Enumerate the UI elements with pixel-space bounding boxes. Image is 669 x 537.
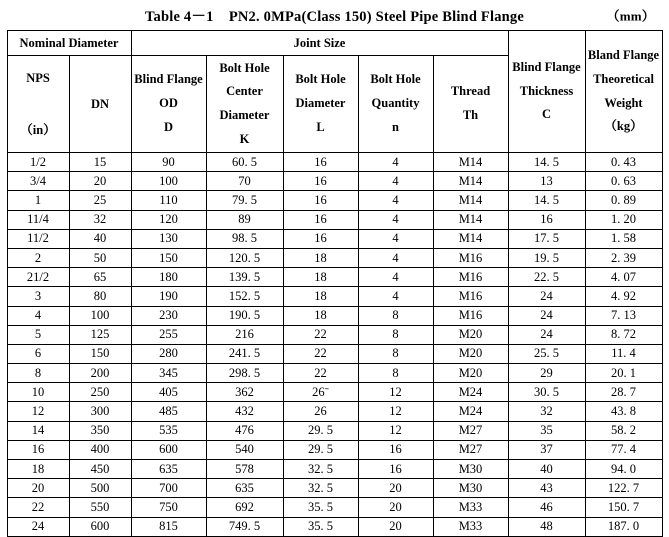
cell-dn: 50 bbox=[69, 248, 131, 267]
cell-blind-flange-od: 345 bbox=[131, 364, 206, 383]
cell-bolt-hole-quantity: 20 bbox=[358, 517, 433, 536]
header-bhd-line1: Bolt Hole bbox=[295, 72, 346, 87]
header-dn: DN bbox=[69, 56, 131, 153]
table-title-bar bbox=[0, 0, 669, 30]
cell-thickness: 29 bbox=[508, 364, 585, 383]
cell-thickness: 43 bbox=[508, 479, 585, 498]
cell-blind-flange-od: 700 bbox=[131, 479, 206, 498]
header-od-symbol: D bbox=[163, 119, 174, 134]
cell-bolt-hole-quantity: 20 bbox=[358, 498, 433, 517]
cell-bolt-hole-diameter: 26ˉ bbox=[283, 383, 358, 402]
cell-weight: 1. 58 bbox=[585, 229, 662, 248]
cell-weight: 187. 0 bbox=[585, 517, 662, 536]
cell-blind-flange-od: 100 bbox=[131, 172, 206, 191]
header-nominal-diameter: Nominal Diameter bbox=[7, 31, 131, 56]
cell-blind-flange-od: 90 bbox=[131, 153, 206, 172]
cell-bolt-hole-quantity: 12 bbox=[358, 383, 433, 402]
header-thickness-line2: Thickness bbox=[519, 83, 574, 98]
table-header-row-1 bbox=[7, 31, 662, 56]
header-blind-flange-thickness bbox=[508, 31, 585, 153]
cell-bolt-hole-diameter: 18 bbox=[283, 306, 358, 325]
cell-bolt-hole-quantity: 4 bbox=[358, 248, 433, 267]
cell-bolt-hole-quantity: 8 bbox=[358, 306, 433, 325]
header-thread bbox=[433, 56, 508, 153]
cell-weight: 4. 92 bbox=[585, 287, 662, 306]
cell-weight: 1. 20 bbox=[585, 210, 662, 229]
cell-thickness: 24 bbox=[508, 306, 585, 325]
cell-thickness: 48 bbox=[508, 517, 585, 536]
cell-nps: 1 bbox=[7, 191, 69, 210]
cell-bolt-hole-diameter: 16 bbox=[283, 191, 358, 210]
cell-bolt-hole-diameter: 35. 5 bbox=[283, 498, 358, 517]
header-bhc-line1: Bolt Hole bbox=[219, 60, 270, 75]
cell-nps: 24 bbox=[7, 517, 69, 536]
cell-blind-flange-od: 180 bbox=[131, 268, 206, 287]
cell-thread: M14 bbox=[433, 210, 508, 229]
cell-thread: M30 bbox=[433, 479, 508, 498]
cell-weight: 20. 1 bbox=[585, 364, 662, 383]
header-blind-flange-weight bbox=[585, 31, 662, 153]
cell-weight: 43. 8 bbox=[585, 402, 662, 421]
cell-dn: 32 bbox=[69, 210, 131, 229]
cell-blind-flange-od: 120 bbox=[131, 210, 206, 229]
cell-weight: 58. 2 bbox=[585, 421, 662, 440]
cell-bolt-hole-quantity: 4 bbox=[358, 287, 433, 306]
cell-weight: 0. 63 bbox=[585, 172, 662, 191]
cell-bolt-hole-diameter: 29. 5 bbox=[283, 440, 358, 459]
cell-bolt-hole-center-diameter: 432 bbox=[206, 402, 283, 421]
cell-weight: 4. 07 bbox=[585, 268, 662, 287]
cell-thread: M33 bbox=[433, 517, 508, 536]
cell-weight: 8. 72 bbox=[585, 325, 662, 344]
table-row bbox=[7, 306, 662, 325]
header-bhq-line1: Bolt Hole bbox=[370, 72, 421, 87]
cell-thickness: 16 bbox=[508, 210, 585, 229]
header-bhq-symbol: n bbox=[392, 119, 399, 134]
cell-bolt-hole-quantity: 4 bbox=[358, 229, 433, 248]
header-bhd-symbol: L bbox=[316, 119, 325, 134]
cell-blind-flange-od: 600 bbox=[131, 440, 206, 459]
cell-dn: 15 bbox=[69, 153, 131, 172]
cell-bolt-hole-center-diameter: 70 bbox=[206, 172, 283, 191]
cell-bolt-hole-quantity: 8 bbox=[358, 364, 433, 383]
cell-bolt-hole-center-diameter: 241. 5 bbox=[206, 344, 283, 363]
table-row bbox=[7, 479, 662, 498]
cell-bolt-hole-diameter: 35. 5 bbox=[283, 517, 358, 536]
table-row bbox=[7, 248, 662, 267]
cell-thread: M16 bbox=[433, 268, 508, 287]
cell-weight: 122. 7 bbox=[585, 479, 662, 498]
cell-thickness: 35 bbox=[508, 421, 585, 440]
cell-thread: M24 bbox=[433, 383, 508, 402]
table-row bbox=[7, 325, 662, 344]
cell-thread: M24 bbox=[433, 402, 508, 421]
cell-nps: 8 bbox=[7, 364, 69, 383]
header-bolt-hole-center-diameter bbox=[206, 56, 283, 153]
cell-bolt-hole-quantity: 12 bbox=[358, 421, 433, 440]
cell-thread: M16 bbox=[433, 287, 508, 306]
cell-dn: 25 bbox=[69, 191, 131, 210]
cell-bolt-hole-diameter: 18 bbox=[283, 268, 358, 287]
cell-nps: 3/4 bbox=[7, 172, 69, 191]
cell-bolt-hole-center-diameter: 216 bbox=[206, 325, 283, 344]
cell-nps: 6 bbox=[7, 344, 69, 363]
cell-dn: 200 bbox=[69, 364, 131, 383]
cell-thread: M14 bbox=[433, 153, 508, 172]
cell-bolt-hole-center-diameter: 635 bbox=[206, 479, 283, 498]
cell-bolt-hole-diameter: 16 bbox=[283, 172, 358, 191]
header-weight-unit: （kg） bbox=[604, 119, 643, 134]
cell-nps: 18 bbox=[7, 460, 69, 479]
cell-blind-flange-od: 110 bbox=[131, 191, 206, 210]
cell-dn: 400 bbox=[69, 440, 131, 459]
cell-nps: 4 bbox=[7, 306, 69, 325]
cell-bolt-hole-diameter: 16 bbox=[283, 229, 358, 248]
cell-weight: 28. 7 bbox=[585, 383, 662, 402]
cell-bolt-hole-diameter: 32. 5 bbox=[283, 479, 358, 498]
cell-bolt-hole-center-diameter: 152. 5 bbox=[206, 287, 283, 306]
header-bhc-line3: Diameter bbox=[219, 108, 270, 122]
header-nps bbox=[7, 56, 69, 153]
cell-dn: 20 bbox=[69, 172, 131, 191]
table-body bbox=[7, 153, 662, 537]
header-joint-size: Joint Size bbox=[131, 31, 508, 56]
header-nps-unit: （in） bbox=[20, 122, 56, 137]
cell-thickness: 13 bbox=[508, 172, 585, 191]
table-row bbox=[7, 421, 662, 440]
cell-weight: 0. 89 bbox=[585, 191, 662, 210]
cell-blind-flange-od: 255 bbox=[131, 325, 206, 344]
header-weight-line1: Bland Flange bbox=[587, 48, 660, 62]
cell-nps: 5 bbox=[7, 325, 69, 344]
cell-nps: 3 bbox=[7, 287, 69, 306]
cell-thickness: 24 bbox=[508, 325, 585, 344]
table-row bbox=[7, 440, 662, 459]
cell-blind-flange-od: 230 bbox=[131, 306, 206, 325]
cell-bolt-hole-center-diameter: 139. 5 bbox=[206, 268, 283, 287]
cell-dn: 250 bbox=[69, 383, 131, 402]
header-od-line2: OD bbox=[159, 96, 178, 111]
cell-weight: 150. 7 bbox=[585, 498, 662, 517]
cell-bolt-hole-diameter: 22 bbox=[283, 364, 358, 383]
cell-nps: 10 bbox=[7, 383, 69, 402]
cell-nps: 12 bbox=[7, 402, 69, 421]
cell-blind-flange-od: 405 bbox=[131, 383, 206, 402]
cell-bolt-hole-center-diameter: 298. 5 bbox=[206, 364, 283, 383]
table-row bbox=[7, 402, 662, 421]
table-row bbox=[7, 172, 662, 191]
cell-dn: 40 bbox=[69, 229, 131, 248]
cell-dn: 450 bbox=[69, 460, 131, 479]
cell-thread: M27 bbox=[433, 421, 508, 440]
cell-thread: M16 bbox=[433, 306, 508, 325]
cell-bolt-hole-center-diameter: 476 bbox=[206, 421, 283, 440]
header-thickness-symbol: C bbox=[541, 107, 552, 122]
cell-nps: 20 bbox=[7, 479, 69, 498]
unit-note: （mm） bbox=[606, 8, 655, 24]
cell-thread: M14 bbox=[433, 172, 508, 191]
cell-bolt-hole-quantity: 16 bbox=[358, 460, 433, 479]
table-row bbox=[7, 287, 662, 306]
cell-bolt-hole-center-diameter: 98. 5 bbox=[206, 229, 283, 248]
cell-thickness: 17. 5 bbox=[508, 229, 585, 248]
cell-dn: 300 bbox=[69, 402, 131, 421]
cell-bolt-hole-quantity: 12 bbox=[358, 402, 433, 421]
cell-weight: 77. 4 bbox=[585, 440, 662, 459]
cell-thickness: 32 bbox=[508, 402, 585, 421]
table-row bbox=[7, 210, 662, 229]
cell-bolt-hole-center-diameter: 120. 5 bbox=[206, 248, 283, 267]
cell-thread: M33 bbox=[433, 498, 508, 517]
cell-bolt-hole-quantity: 4 bbox=[358, 210, 433, 229]
cell-thread: M30 bbox=[433, 460, 508, 479]
cell-bolt-hole-quantity: 4 bbox=[358, 172, 433, 191]
cell-bolt-hole-quantity: 4 bbox=[358, 191, 433, 210]
cell-bolt-hole-diameter: 16 bbox=[283, 210, 358, 229]
cell-bolt-hole-center-diameter: 89 bbox=[206, 210, 283, 229]
cell-bolt-hole-center-diameter: 60. 5 bbox=[206, 153, 283, 172]
header-thread-symbol: Th bbox=[462, 108, 479, 122]
cell-thickness: 14. 5 bbox=[508, 153, 585, 172]
cell-thread: M16 bbox=[433, 248, 508, 267]
cell-bolt-hole-center-diameter: 749. 5 bbox=[206, 517, 283, 536]
header-weight-line3: Weight bbox=[604, 95, 643, 110]
cell-nps: 16 bbox=[7, 440, 69, 459]
cell-dn: 125 bbox=[69, 325, 131, 344]
header-weight-line2: Theoretical bbox=[593, 71, 654, 86]
cell-thread: M14 bbox=[433, 229, 508, 248]
cell-thread: M20 bbox=[433, 325, 508, 344]
cell-nps: 11/2 bbox=[7, 229, 69, 248]
cell-weight: 2. 39 bbox=[585, 248, 662, 267]
cell-dn: 350 bbox=[69, 421, 131, 440]
cell-thickness: 46 bbox=[508, 498, 585, 517]
table-row bbox=[7, 191, 662, 210]
cell-bolt-hole-center-diameter: 540 bbox=[206, 440, 283, 459]
cell-bolt-hole-quantity: 4 bbox=[358, 153, 433, 172]
cell-thickness: 22. 5 bbox=[508, 268, 585, 287]
cell-blind-flange-od: 635 bbox=[131, 460, 206, 479]
cell-blind-flange-od: 750 bbox=[131, 498, 206, 517]
cell-bolt-hole-center-diameter: 692 bbox=[206, 498, 283, 517]
cell-blind-flange-od: 190 bbox=[131, 287, 206, 306]
cell-nps: 22 bbox=[7, 498, 69, 517]
cell-weight: 94. 0 bbox=[585, 460, 662, 479]
cell-dn: 600 bbox=[69, 517, 131, 536]
cell-bolt-hole-center-diameter: 578 bbox=[206, 460, 283, 479]
cell-dn: 100 bbox=[69, 306, 131, 325]
cell-dn: 150 bbox=[69, 344, 131, 363]
header-bhc-symbol: K bbox=[239, 131, 250, 146]
cell-thickness: 25. 5 bbox=[508, 344, 585, 363]
cell-thread: M27 bbox=[433, 440, 508, 459]
header-bhq-line2: Quantity bbox=[371, 96, 420, 111]
cell-weight: 7. 13 bbox=[585, 306, 662, 325]
cell-bolt-hole-diameter: 22 bbox=[283, 344, 358, 363]
cell-dn: 80 bbox=[69, 287, 131, 306]
cell-bolt-hole-diameter: 29. 5 bbox=[283, 421, 358, 440]
header-nps-label: NPS bbox=[26, 70, 50, 85]
cell-bolt-hole-diameter: 18 bbox=[283, 287, 358, 306]
cell-nps: 1/2 bbox=[7, 153, 69, 172]
cell-thickness: 24 bbox=[508, 287, 585, 306]
table-row bbox=[7, 344, 662, 363]
cell-bolt-hole-center-diameter: 190. 5 bbox=[206, 306, 283, 325]
table-row bbox=[7, 460, 662, 479]
cell-bolt-hole-diameter: 18 bbox=[283, 248, 358, 267]
cell-dn: 550 bbox=[69, 498, 131, 517]
cell-bolt-hole-diameter: 32. 5 bbox=[283, 460, 358, 479]
header-bhc-line2: Center bbox=[226, 84, 263, 99]
cell-bolt-hole-quantity: 16 bbox=[358, 440, 433, 459]
cell-blind-flange-od: 815 bbox=[131, 517, 206, 536]
table-row bbox=[7, 364, 662, 383]
header-blind-flange-od bbox=[131, 56, 206, 153]
cell-blind-flange-od: 150 bbox=[131, 248, 206, 267]
cell-thread: M20 bbox=[433, 344, 508, 363]
cell-bolt-hole-center-diameter: 362 bbox=[206, 383, 283, 402]
cell-blind-flange-od: 130 bbox=[131, 229, 206, 248]
table-row bbox=[7, 498, 662, 517]
header-bhd-line2: Diameter bbox=[295, 96, 346, 111]
header-thickness-line1: Blind Flange bbox=[512, 59, 581, 74]
cell-nps: 14 bbox=[7, 421, 69, 440]
cell-bolt-hole-quantity: 8 bbox=[358, 344, 433, 363]
cell-bolt-hole-diameter: 26 bbox=[283, 402, 358, 421]
cell-weight: 0. 43 bbox=[585, 153, 662, 172]
cell-thickness: 30. 5 bbox=[508, 383, 585, 402]
cell-blind-flange-od: 535 bbox=[131, 421, 206, 440]
table-row bbox=[7, 153, 662, 172]
cell-blind-flange-od: 485 bbox=[131, 402, 206, 421]
cell-thread: M20 bbox=[433, 364, 508, 383]
cell-bolt-hole-quantity: 20 bbox=[358, 479, 433, 498]
cell-bolt-hole-diameter: 16 bbox=[283, 153, 358, 172]
table-row bbox=[7, 268, 662, 287]
cell-dn: 65 bbox=[69, 268, 131, 287]
blind-flange-table bbox=[7, 30, 663, 537]
header-od-line1: Blind Flange bbox=[134, 72, 203, 87]
page-title: Table 4－1 PN2. 0MPa(Class 150) Steel Pipe Blind Flange bbox=[144, 8, 524, 25]
cell-nps: 21/2 bbox=[7, 268, 69, 287]
cell-nps: 2 bbox=[7, 248, 69, 267]
cell-bolt-hole-center-diameter: 79. 5 bbox=[206, 191, 283, 210]
table-row bbox=[7, 517, 662, 536]
cell-thickness: 14. 5 bbox=[508, 191, 585, 210]
cell-bolt-hole-quantity: 8 bbox=[358, 325, 433, 344]
cell-dn: 500 bbox=[69, 479, 131, 498]
cell-weight: 11. 4 bbox=[585, 344, 662, 363]
cell-thread: M14 bbox=[433, 191, 508, 210]
cell-thickness: 40 bbox=[508, 460, 585, 479]
cell-bolt-hole-diameter: 22 bbox=[283, 325, 358, 344]
table-row bbox=[7, 229, 662, 248]
table-row bbox=[7, 383, 662, 402]
cell-blind-flange-od: 280 bbox=[131, 344, 206, 363]
cell-thickness: 37 bbox=[508, 440, 585, 459]
cell-bolt-hole-quantity: 4 bbox=[358, 268, 433, 287]
cell-nps: 11/4 bbox=[7, 210, 69, 229]
header-thread-line1: Thread bbox=[450, 84, 491, 99]
header-bolt-hole-quantity bbox=[358, 56, 433, 153]
cell-thickness: 19. 5 bbox=[508, 248, 585, 267]
header-bolt-hole-diameter bbox=[283, 56, 358, 153]
